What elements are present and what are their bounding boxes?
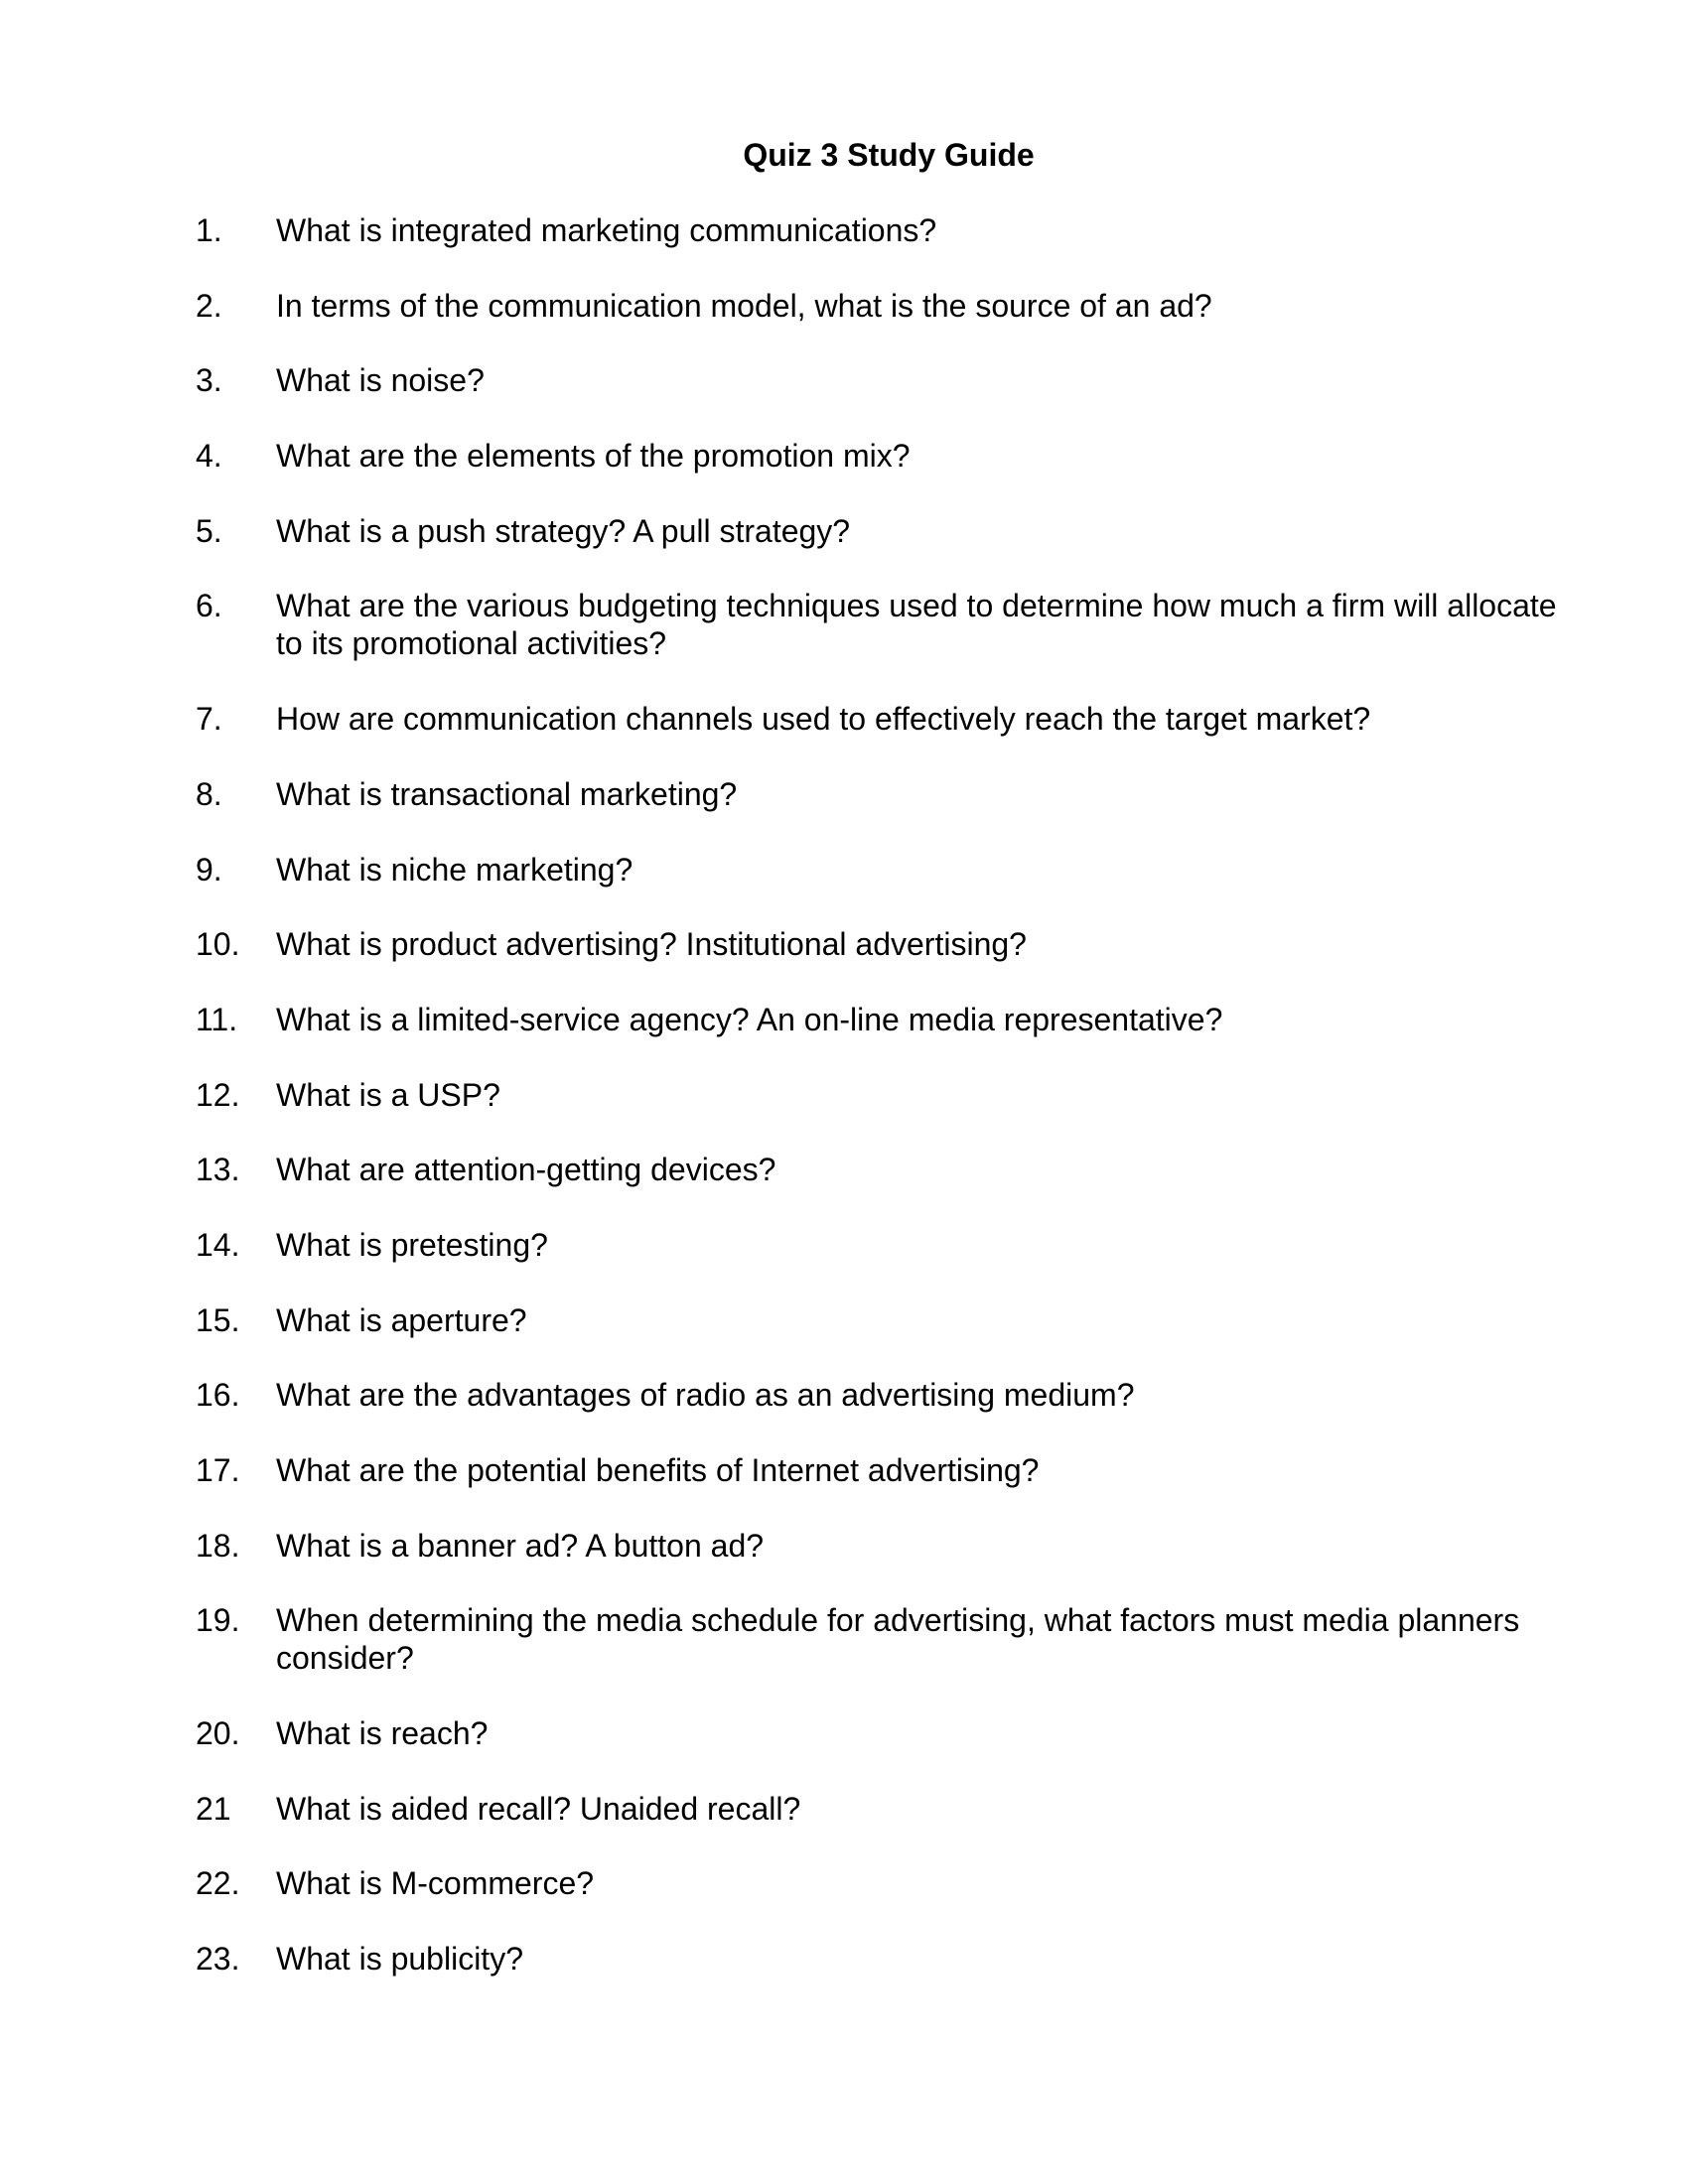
question-number: 20. <box>196 1715 240 1751</box>
question-number: 15. <box>196 1302 240 1338</box>
question-number: 5. <box>196 513 222 549</box>
question-text: What is product advertising? Institutional advertising? <box>276 926 1027 962</box>
question-text: What is noise? <box>276 362 485 398</box>
question-number: 22. <box>196 1865 240 1901</box>
question-number: 2. <box>196 288 222 324</box>
question-text: In terms of the communication model, what is the source of an ad? <box>276 288 1212 324</box>
question-text: What is a banner ad? A button ad? <box>276 1528 765 1564</box>
question-number: 12. <box>196 1077 240 1113</box>
question-text: What is niche marketing? <box>276 852 633 887</box>
question-number: 7. <box>196 701 222 737</box>
question-number: 1. <box>196 212 222 248</box>
question-text: What is transactional marketing? <box>276 776 738 812</box>
question-text: What are the potential benefits of Internet advertising? <box>276 1452 1040 1488</box>
question-number: 18. <box>196 1528 240 1564</box>
question-text: What is a USP? <box>276 1077 500 1113</box>
question-number: 23. <box>196 1941 240 1977</box>
question-number: 6. <box>196 588 222 623</box>
question-text: What is pretesting? <box>276 1227 548 1263</box>
question-text: What is integrated marketing communications? <box>276 212 937 248</box>
question-text: What is a limited-service agency? An on-line media representative? <box>276 1002 1223 1037</box>
question-number: 16. <box>196 1377 240 1413</box>
question-number: 3. <box>196 362 222 398</box>
question-number: 13. <box>196 1152 240 1187</box>
question-text: How are communication channels used to effectively reach the target market? <box>276 701 1371 737</box>
question-text: What is a push strategy? A pull strategy? <box>276 513 851 549</box>
question-number: 14. <box>196 1227 240 1263</box>
question-text: What is M-commerce? <box>276 1865 595 1901</box>
question-number: 19. <box>196 1602 240 1638</box>
question-number: 17. <box>196 1452 240 1488</box>
question-text: What are the elements of the promotion mix? <box>276 438 911 474</box>
question-text: What is aided recall? Unaided recall? <box>276 1791 801 1827</box>
question-text: What are attention-getting devices? <box>276 1152 776 1187</box>
question-number: 4. <box>196 438 222 474</box>
question-number: 21 <box>196 1791 231 1827</box>
question-text: What are the various budgeting techniques used to determine how much a firm will allocate to its promotional activities? <box>276 588 1557 661</box>
question-text: When determining the media schedule for advertising, what factors must media planners consider? <box>276 1602 1520 1676</box>
question-text: What is reach? <box>276 1715 489 1751</box>
question-number: 8. <box>196 776 222 812</box>
question-number: 11. <box>196 1002 238 1037</box>
question-text: What are the advantages of radio as an advertising medium? <box>276 1377 1135 1413</box>
document-title: Quiz 3 Study Guide <box>743 137 1035 173</box>
question-text: What is publicity? <box>276 1941 523 1977</box>
question-text: What is aperture? <box>276 1302 527 1338</box>
question-number: 9. <box>196 852 222 887</box>
question-number: 10. <box>196 926 240 962</box>
